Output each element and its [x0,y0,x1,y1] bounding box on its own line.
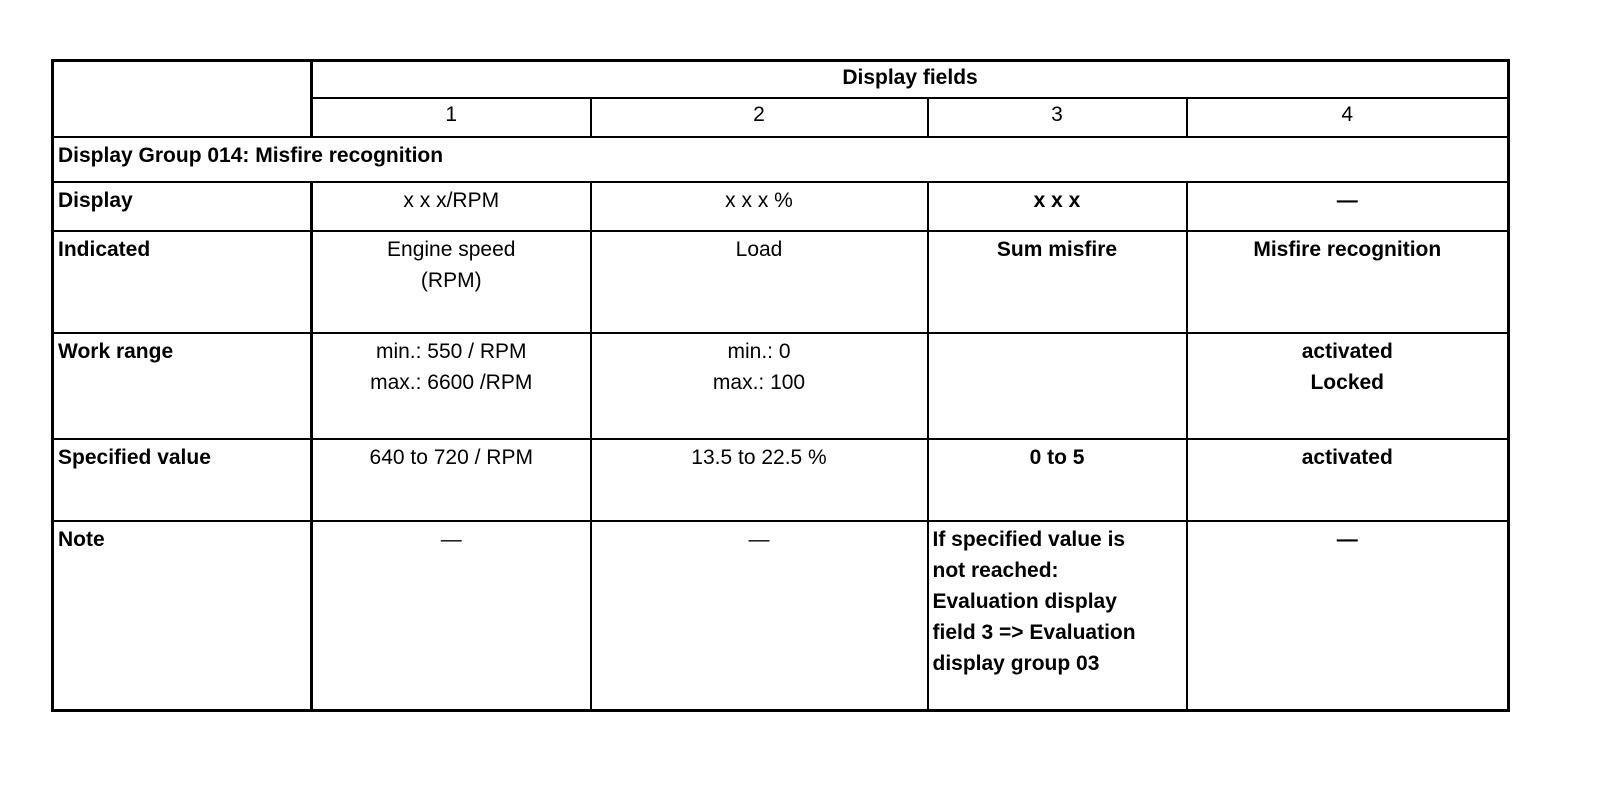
cell-line: max.: 100 [712,370,806,394]
row-label-specified-value: Specified value [53,439,312,521]
cell-line: Locked [1310,370,1385,394]
cell-line: activated [1301,445,1393,469]
indicated-field-1 [312,231,591,333]
cell-line: min.: 0 [727,339,791,363]
cell-line: 640 to 720 / RPM [369,445,533,469]
field-number-1: 1 [312,98,591,137]
cell-line: Sum misfire [996,237,1118,261]
cell-line: x x x % [725,188,793,212]
cell-line: field 3 => Evaluation [932,620,1136,644]
row-label-display: Display [53,182,312,231]
cell-line: min.: 550 / RPM [375,339,527,363]
row-label-work-range: Work range [53,333,312,439]
field-number-2: 2 [591,98,928,137]
note-field-2 [591,521,928,711]
row-work-range [53,333,1509,439]
specified-value-field-4 [1187,439,1509,521]
display-fields-header: Display fields [312,61,1509,98]
cell-line: max.: 6600 /RPM [370,370,533,394]
work-range-field-1 [312,333,591,439]
field-number-3: 3 [928,98,1187,137]
display-field-2 [591,182,928,231]
row-display [53,182,1509,231]
cell-line: — [440,527,462,551]
work-range-field-2 [591,333,928,439]
specified-value-field-2 [591,439,928,521]
display-field-1 [312,182,591,231]
cell-line: If specified value is [932,527,1126,551]
cell-line: — [748,527,770,551]
cell-line: — [1336,188,1358,212]
specified-value-field-1 [312,439,591,521]
indicated-field-2 [591,231,928,333]
cell-line: 0 to 5 [1029,445,1085,469]
cell-line: Load [735,237,783,261]
cell-line: activated [1301,339,1393,363]
indicated-field-4 [1187,231,1509,333]
cell-line: x x x/RPM [403,188,500,212]
display-field-4 [1187,182,1509,231]
cell-line: (RPM) [420,268,482,292]
note-field-1 [312,521,591,711]
work-range-field-4 [1187,333,1509,439]
cell-line: not reached: [932,558,1059,582]
note-field-3 [928,521,1187,711]
cell-line: x x x [1033,188,1081,212]
work-range-field-3 [928,333,1187,439]
cell-line: Engine speed [387,237,516,261]
indicated-field-3 [928,231,1187,333]
row-label-indicated: Indicated [53,231,312,333]
row-specified-value [53,439,1509,521]
display-field-3 [928,182,1187,231]
group-title-row [53,137,1509,182]
header-corner-cell [53,61,312,137]
cell-line: Evaluation display [932,589,1117,613]
cell-line: 13.5 to 22.5 % [691,445,827,469]
misfire-spec-table [51,59,1510,712]
specified-value-field-3 [928,439,1187,521]
row-label-note: Note [53,521,312,711]
header-row-span [53,61,1509,98]
cell-line: display group 03 [932,651,1100,675]
cell-line: Misfire recognition [1253,237,1442,261]
group-title: Display Group 014: Misfire recognition [53,137,1509,182]
cell-line: — [1336,527,1358,551]
note-field-4 [1187,521,1509,711]
row-indicated [53,231,1509,333]
field-number-4: 4 [1187,98,1509,137]
row-note [53,521,1509,711]
